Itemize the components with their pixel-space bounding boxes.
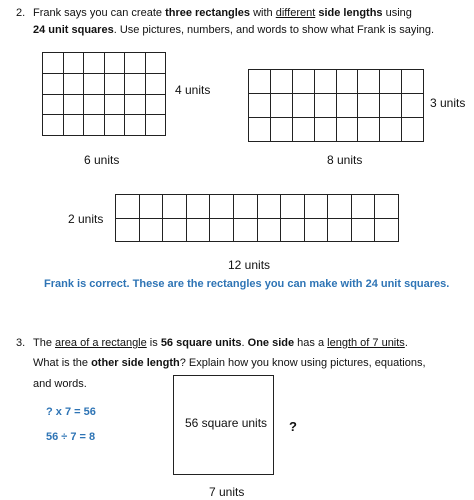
unit-square <box>292 117 314 141</box>
unit-square <box>351 218 375 242</box>
unit-square <box>257 194 281 218</box>
unit-square <box>401 93 423 117</box>
unit-square <box>314 117 336 141</box>
prompt-underline-length-of-7-units: length of 7 units <box>327 337 405 349</box>
unit-square <box>104 94 125 115</box>
prompt-bold-56-square-units: 56 square units <box>160 337 242 349</box>
rectangle-2-width-label: 8 units <box>327 153 363 167</box>
unit-square <box>83 52 104 73</box>
unit-square <box>145 52 166 73</box>
unit-square <box>63 94 84 115</box>
unit-square <box>83 73 104 94</box>
unit-square <box>336 117 358 141</box>
unit-square <box>104 52 125 73</box>
unit-square <box>270 117 292 141</box>
equation-1: ? x 7 = 56 <box>46 406 96 418</box>
unit-square <box>314 69 336 93</box>
unit-square <box>374 194 398 218</box>
rectangle-12-by-2-grid <box>115 194 399 242</box>
unit-square <box>357 69 379 93</box>
rectangle-2-height-label: 3 units <box>430 96 466 110</box>
prompt-text: using <box>382 7 412 19</box>
rectangle-6-by-4-grid <box>42 52 166 136</box>
unit-square <box>209 218 233 242</box>
unit-square <box>104 73 125 94</box>
problem-3-prompt-line-3: and words. <box>33 378 87 390</box>
unit-square <box>270 69 292 93</box>
unit-square <box>280 194 304 218</box>
unit-square <box>379 69 401 93</box>
prompt-underline-different: different <box>275 7 316 19</box>
unit-square <box>292 93 314 117</box>
unit-square <box>42 114 63 135</box>
unit-square <box>139 218 163 242</box>
unit-square <box>292 69 314 93</box>
unit-square <box>401 69 423 93</box>
unit-square <box>248 93 270 117</box>
unit-square <box>145 73 166 94</box>
unit-square <box>42 52 63 73</box>
prompt-bold-side-lengths: side lengths <box>318 7 383 19</box>
problem-2-answer: Frank is correct. These are the rectangles you can make with 24 unit squares. <box>44 278 450 290</box>
unit-square <box>209 194 233 218</box>
prompt-text: What is the <box>33 357 92 369</box>
rectangle-8-by-3-grid <box>248 69 424 142</box>
prompt-text: ? Explain how you know using pictures, equations, <box>179 357 426 369</box>
problem-3-prompt-line-1 <box>33 336 408 350</box>
unit-square <box>124 94 145 115</box>
unit-square <box>280 218 304 242</box>
unit-square <box>304 218 328 242</box>
rectangle-1-height-label: 4 units <box>175 83 211 97</box>
unit-square <box>83 114 104 135</box>
unit-square <box>42 73 63 94</box>
unit-square <box>314 93 336 117</box>
unit-square <box>83 94 104 115</box>
unit-square <box>145 94 166 115</box>
unit-square <box>124 52 145 73</box>
unit-square <box>233 194 257 218</box>
unit-square <box>63 73 84 94</box>
unit-square <box>257 218 281 242</box>
unit-square <box>115 194 139 218</box>
unit-square <box>327 218 351 242</box>
square-area-label: 56 square units <box>185 416 268 430</box>
equation-2: 56 ÷ 7 = 8 <box>46 431 96 443</box>
unit-square <box>351 194 375 218</box>
problem-3-number: 3. <box>16 337 26 349</box>
problem-2-prompt-line-2 <box>33 23 434 37</box>
unit-square <box>145 114 166 135</box>
prompt-bold-other-side-length: other side length <box>91 357 180 369</box>
prompt-bold-24-unit-squares: 24 unit squares <box>33 24 114 36</box>
unit-square <box>336 93 358 117</box>
square-bottom-label: 7 units <box>209 485 245 499</box>
unit-square <box>233 218 257 242</box>
prompt-text: Frank says you can create <box>33 7 166 19</box>
unit-square <box>270 93 292 117</box>
prompt-bold-three-rectangles: three rectangles <box>165 7 251 19</box>
unit-square <box>186 194 210 218</box>
unit-square <box>124 114 145 135</box>
problem-2-prompt-line-1 <box>33 6 412 20</box>
prompt-text: is <box>146 337 161 349</box>
unit-square <box>379 93 401 117</box>
unit-square <box>248 69 270 93</box>
unit-square <box>304 194 328 218</box>
unit-square <box>374 218 398 242</box>
unit-square <box>357 93 379 117</box>
problem-2-number: 2. <box>16 7 26 19</box>
unknown-side-label: ? <box>289 419 297 434</box>
prompt-underline-area-of-rectangle: area of a rectangle <box>55 337 147 349</box>
prompt-text: with <box>250 7 276 19</box>
rectangle-1-width-label: 6 units <box>84 153 120 167</box>
unit-square <box>401 117 423 141</box>
prompt-text: . <box>241 337 248 349</box>
unit-square <box>379 117 401 141</box>
rectangle-3-width-label: 12 units <box>228 258 271 272</box>
prompt-text: has a <box>294 337 328 349</box>
unit-square <box>139 194 163 218</box>
unit-square <box>336 69 358 93</box>
rectangle-3-height-label: 2 units <box>68 212 104 226</box>
prompt-bold-one-side: One side <box>247 337 295 349</box>
prompt-text: . Use pictures, numbers, and words to show what Frank is saying. <box>113 24 435 36</box>
unit-square <box>115 218 139 242</box>
unit-square <box>162 218 186 242</box>
unit-square <box>63 114 84 135</box>
unit-square <box>248 117 270 141</box>
unit-square <box>327 194 351 218</box>
prompt-text: . <box>404 337 408 349</box>
prompt-text: The <box>33 337 56 349</box>
unit-square <box>63 52 84 73</box>
unit-square <box>357 117 379 141</box>
unit-square <box>42 94 63 115</box>
unit-square <box>186 218 210 242</box>
unit-square <box>104 114 125 135</box>
unit-square <box>124 73 145 94</box>
problem-3-prompt-line-2 <box>33 356 426 370</box>
unit-square <box>162 194 186 218</box>
